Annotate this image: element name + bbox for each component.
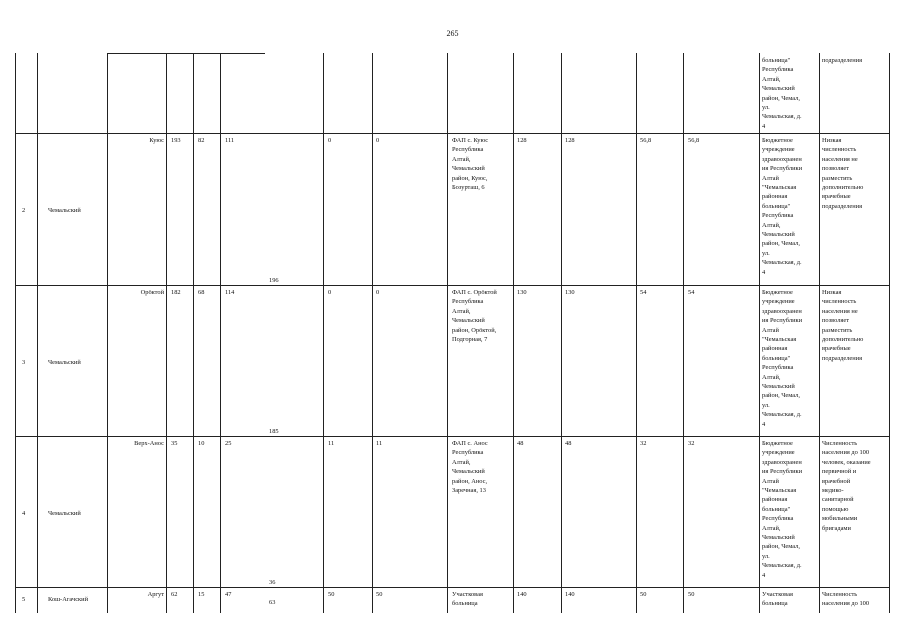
cell-justification: подразделения	[822, 57, 863, 64]
grid-line	[15, 133, 890, 134]
cell-value: 11	[328, 440, 335, 447]
cell-organization: Бюджетное учреждение здравоохранен ия Республики Алтай "Чемальская районная больница" Республика Алтай, Чемальский район, Чемал, ул. Чемальская, д. 4	[762, 137, 803, 276]
cell-value: 50	[376, 591, 383, 598]
cell-population-total: 193	[171, 137, 181, 144]
cell-facility: ФАП с. Орöктой Республика Алтай, Чемальский район, Орöктой, Подгорная, 7	[452, 289, 497, 344]
cell-value: 50	[640, 591, 647, 598]
cell-population-children: 10	[198, 440, 205, 447]
cell-district: Чемальский	[48, 207, 81, 214]
cell-value: 54	[640, 289, 647, 296]
cell-organization: Участковая больница	[762, 591, 793, 608]
cell-row-number: 5	[22, 596, 26, 603]
grid-line	[819, 53, 820, 613]
grid-line	[15, 285, 890, 286]
grid-line	[166, 53, 167, 613]
cell-justification: Численность населения до 100 человек, оказание первичной и врачебной медико- санитарной помощью мобильными бригадами	[822, 440, 871, 532]
cell-value: 0	[376, 289, 380, 296]
cell-value: 50	[688, 591, 695, 598]
grid-line	[447, 53, 448, 613]
cell-justification: Низкая численность населения не позволяет разместить дополнительно врачебные подразделения	[822, 137, 864, 210]
grid-line	[513, 53, 514, 613]
cell-settlement: Верх-Анос	[134, 440, 164, 447]
cell-value: 56,8	[688, 137, 700, 144]
cell-value: 140	[565, 591, 575, 598]
cell-district: Кош-Агачский	[48, 596, 88, 603]
cell-value: 11	[376, 440, 383, 447]
cell-district: Чемальский	[48, 510, 81, 517]
grid-line	[193, 53, 194, 613]
grid-line	[15, 53, 16, 613]
cell-facility: Участковая больница	[452, 591, 483, 608]
grid-line	[372, 53, 373, 613]
cell-value: 48	[565, 440, 572, 447]
cell-value: 130	[565, 289, 575, 296]
cell-value: 140	[517, 591, 527, 598]
cell-population-total: 182	[171, 289, 181, 296]
cell-justification: Численность населения до 100	[822, 591, 870, 608]
cell-population-adults: 114	[225, 289, 235, 296]
cell-population-children: 82	[198, 137, 205, 144]
grid-line	[15, 436, 890, 437]
grid-line	[37, 53, 38, 613]
cell-value: 128	[517, 137, 527, 144]
cell-population-adults: 111	[225, 137, 235, 144]
cell-organization: Бюджетное учреждение здравоохранен ия Республики Алтай "Чемальская районная больница" Республика Алтай, Чемальский район, Чемал, ул. Чемальская, д. 4	[762, 289, 803, 428]
grid-line	[683, 53, 684, 613]
cell-value: 48	[517, 440, 524, 447]
cell-facility: ФАП с. Куюс Республика Алтай, Чемальский район, Куюс, Бозурташ, 6	[452, 137, 489, 192]
cell-justification: Низкая численность населения не позволяет разместить дополнительно врачебные подразделения	[822, 289, 864, 362]
cell-settlement: Куюс	[149, 137, 164, 144]
grid-line	[759, 53, 760, 613]
cell-population-total: 35	[171, 440, 178, 447]
cell-district: Чемальский	[48, 359, 81, 366]
cell-row-number: 2	[22, 207, 26, 214]
grid-line	[889, 53, 890, 613]
cell-population-children: 15	[198, 591, 205, 598]
grid-line	[561, 53, 562, 613]
cell-value: 130	[517, 289, 527, 296]
cell-value: 128	[565, 137, 575, 144]
cell-value: 54	[688, 289, 695, 296]
cell-value: 50	[328, 591, 335, 598]
page-number: 265	[446, 29, 459, 38]
cell-population-total: 62	[171, 591, 178, 598]
cell-row-number: 3	[22, 359, 26, 366]
cell-organization: Бюджетное учреждение здравоохранен ия Республики Алтай "Чемальская районная больница" Республика Алтай, Чемальский район, Чемал, ул. Чемальская, д. 4	[762, 440, 803, 579]
grid-line	[107, 53, 265, 54]
cell-settlement: Орöктой	[140, 289, 164, 296]
cell-settlement: Аргут	[147, 591, 164, 598]
cell-value: 196	[269, 277, 279, 284]
cell-row-number: 4	[22, 510, 26, 517]
cell-population-children: 68	[198, 289, 205, 296]
cell-value: 0	[376, 137, 380, 144]
cell-population-adults: 47	[225, 591, 232, 598]
cell-value: 0	[328, 289, 332, 296]
grid-line	[636, 53, 637, 613]
cell-value: 63	[269, 599, 276, 606]
cell-organization: больница" Республика Алтай, Чемальский район, Чемал, ул. Чемальская, д. 4	[762, 57, 802, 130]
grid-line	[220, 53, 221, 613]
cell-facility: ФАП с. Анос Республика Алтай, Чемальский район, Анос, Заречная, 13	[452, 440, 488, 495]
cell-value: 32	[640, 440, 647, 447]
cell-value: 36	[269, 579, 276, 586]
cell-value: 56,8	[640, 137, 652, 144]
grid-line	[15, 587, 890, 588]
cell-value: 32	[688, 440, 695, 447]
cell-population-adults: 25	[225, 440, 232, 447]
cell-value: 185	[269, 428, 279, 435]
cell-value: 0	[328, 137, 332, 144]
grid-line	[323, 53, 324, 613]
